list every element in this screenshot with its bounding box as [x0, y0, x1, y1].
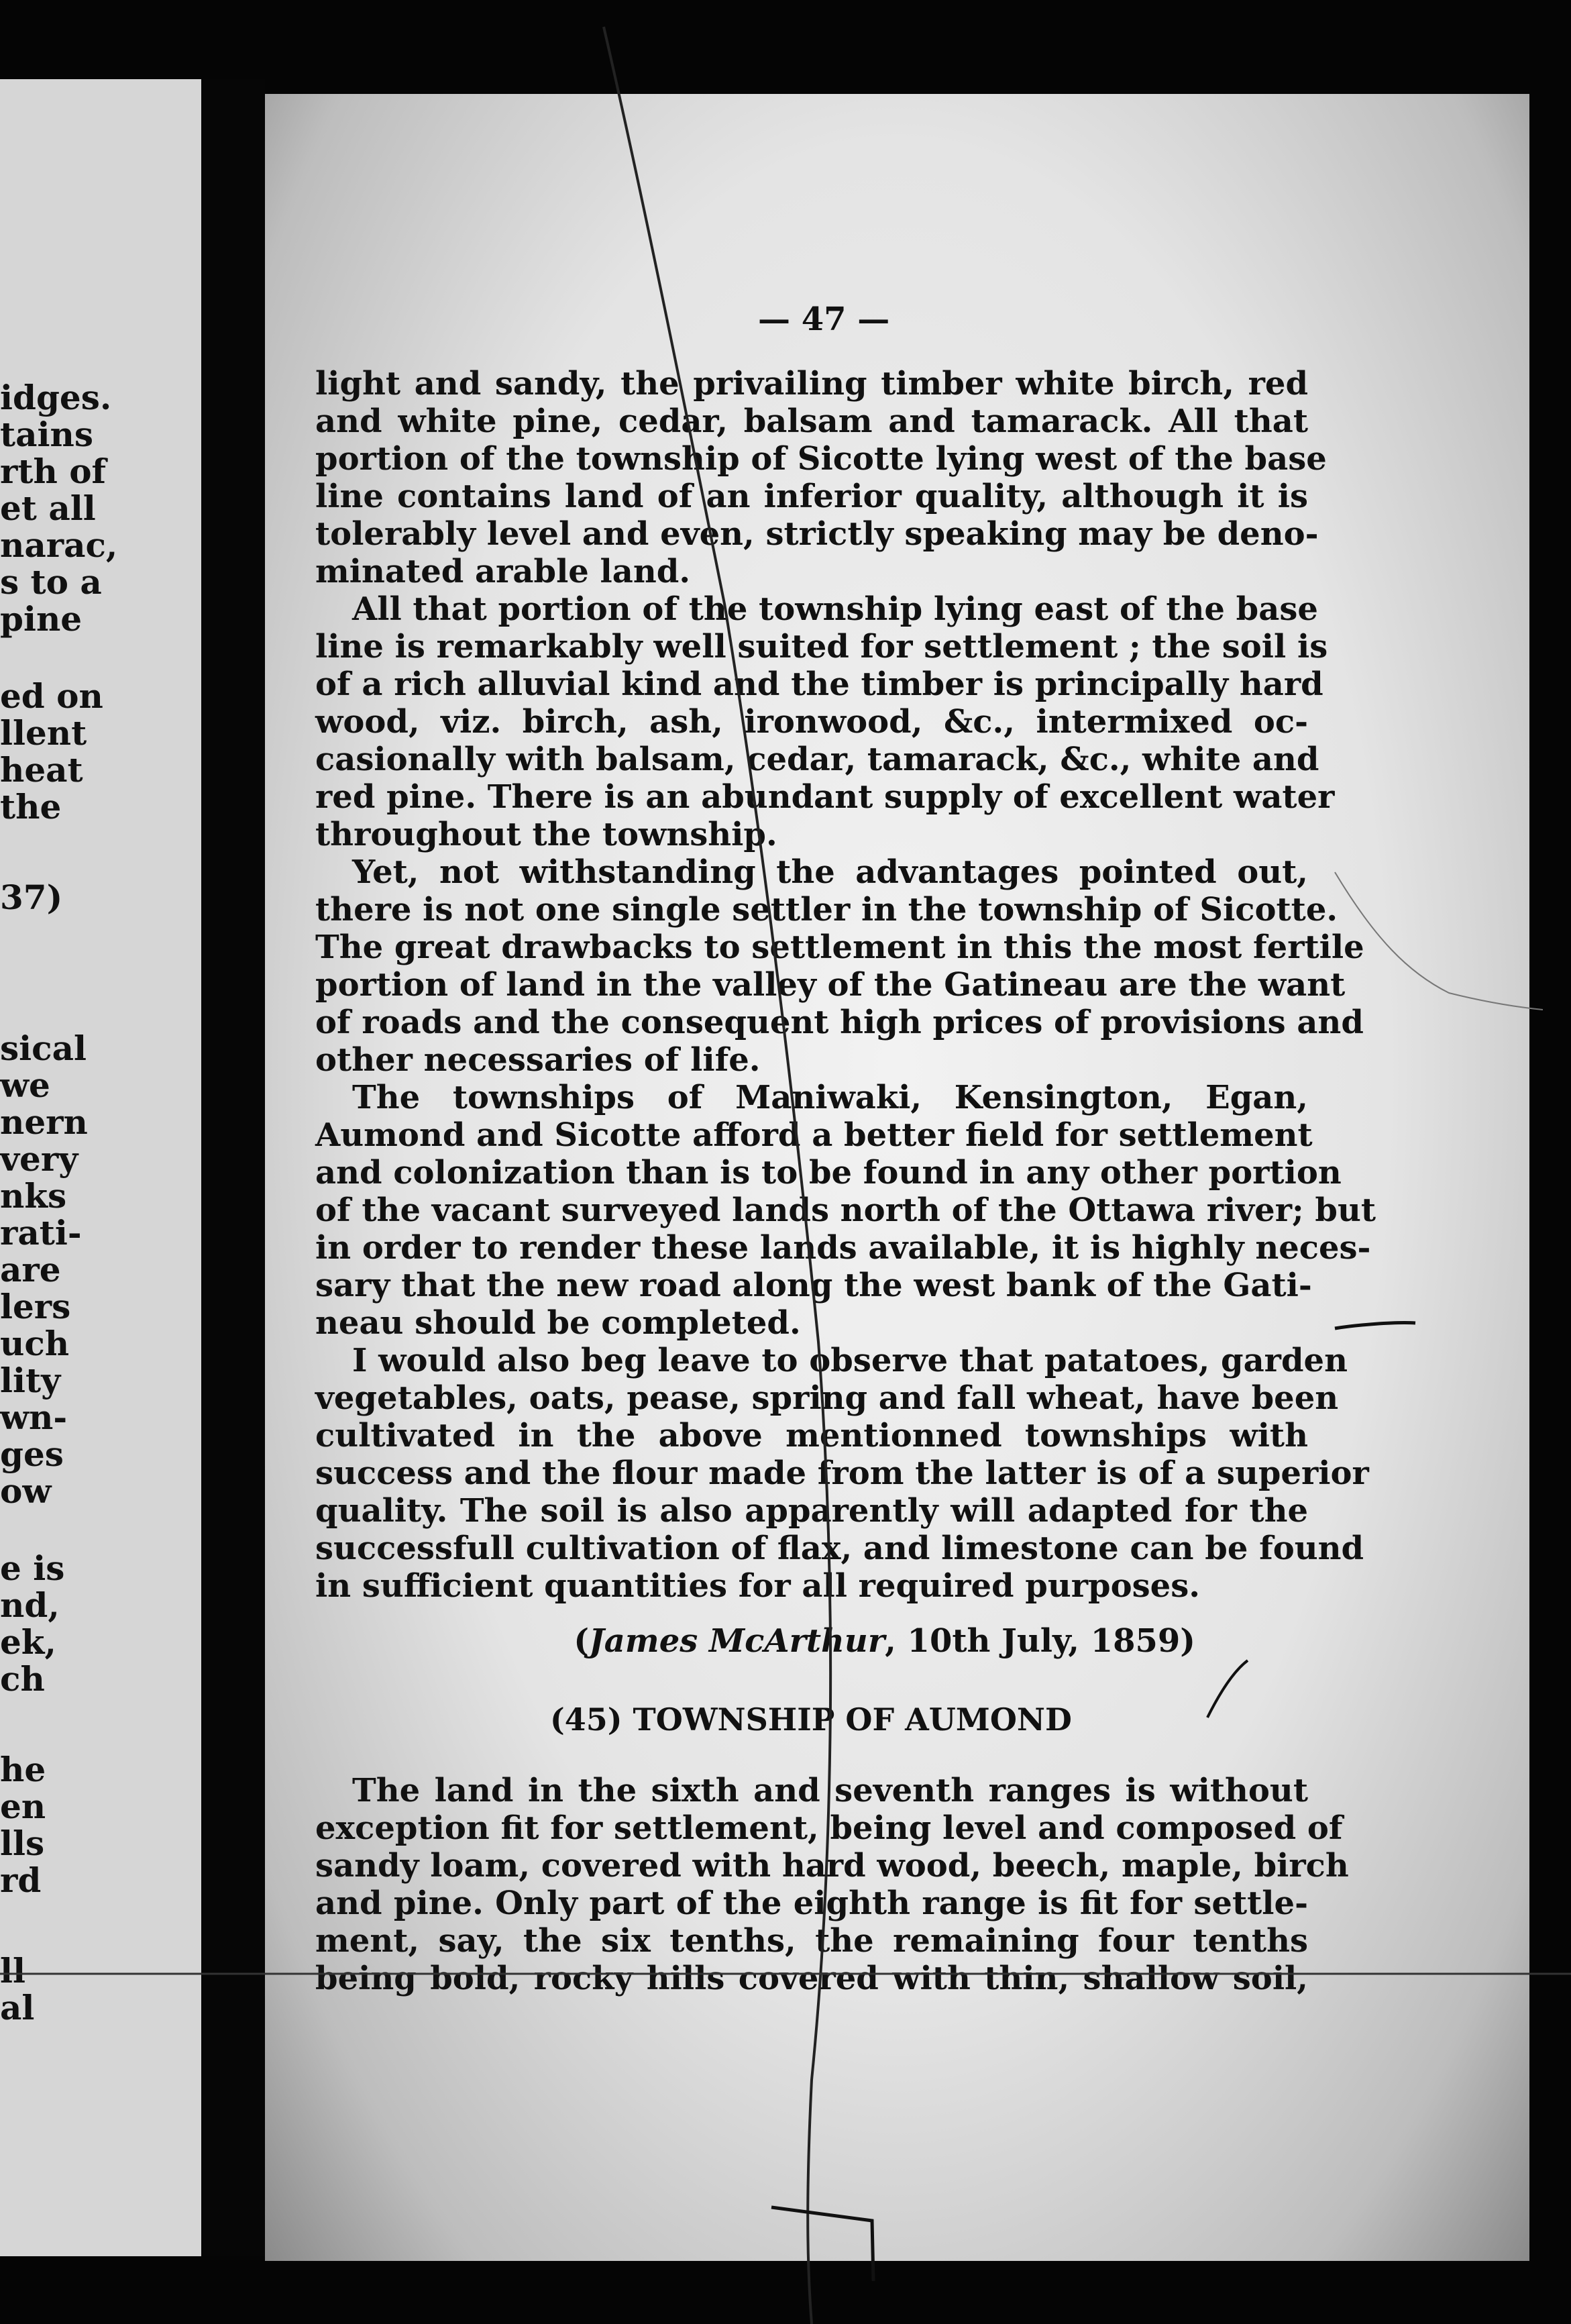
text-line: I would also beg leave to observe that patatoes, garden: [352, 1342, 1348, 1379]
text-line: throughout the township.: [315, 816, 777, 853]
left-page-fragment: nd,: [0, 1585, 60, 1625]
signature-name: James McArthur: [589, 1622, 885, 1660]
text-line: tolerably level and even, strictly speaking may be deno-: [315, 515, 1319, 553]
left-page-fragment: rth of: [0, 452, 107, 491]
text-line: portion of land in the valley of the Gatineau are the want: [315, 966, 1346, 1004]
left-page-fragment: ges: [0, 1434, 64, 1474]
left-page-fragment: tains: [0, 415, 93, 454]
left-page-fragment: rati-: [0, 1213, 82, 1253]
text-line: there is not one single settler in the township of Sicotte.: [315, 891, 1338, 929]
left-page-fragment: pine: [0, 599, 83, 639]
signature-line: [574, 1622, 1195, 1660]
text-line: in sufficient quantities for all required purposes.: [315, 1567, 1200, 1605]
left-page-fragment: he: [0, 1750, 46, 1789]
text-line: sandy loam, covered with hard wood, beech, maple, birch: [315, 1847, 1349, 1885]
text-line: All that portion of the township lying east of the base: [352, 590, 1318, 628]
left-page-fragment: ch: [0, 1659, 45, 1699]
text-line: Aumond and Sicotte afford a better field for settlement: [315, 1116, 1313, 1154]
left-page-fragment: lity: [0, 1361, 61, 1400]
left-page-fragment: ow: [0, 1471, 52, 1511]
left-page-fragment: et all: [0, 488, 96, 528]
text-line: sary that the new road along the west bank of the Gati-: [315, 1267, 1312, 1304]
page-number: — 47 —: [758, 301, 890, 338]
text-line: The land in the sixth and seventh ranges is without: [352, 1772, 1308, 1809]
left-page-fragment: lers: [0, 1287, 71, 1326]
left-page-fragment: wn-: [0, 1397, 68, 1437]
left-page-fragment: nks: [0, 1176, 67, 1216]
left-page-fragment: ek,: [0, 1622, 56, 1662]
left-facing-page: [0, 79, 201, 2256]
left-page-fragment: idges.: [0, 378, 112, 417]
left-page-fragment: llent: [0, 713, 87, 753]
text-line: red pine. There is an abundant supply of excellent water: [315, 778, 1335, 816]
left-page-fragment: sical: [0, 1028, 87, 1068]
left-page-fragment: are: [0, 1250, 61, 1289]
left-page-fragment: s to a: [0, 562, 102, 602]
text-line: other necessaries of life.: [315, 1041, 761, 1079]
left-page-fragment: nern: [0, 1102, 88, 1142]
left-page-fragment: heat: [0, 750, 83, 790]
text-line: neau should be completed.: [315, 1304, 801, 1342]
left-page-fragment: uch: [0, 1324, 70, 1363]
signature-open: (: [574, 1622, 590, 1660]
text-line: The townships of Maniwaki, Kensington, Egan,: [352, 1079, 1308, 1116]
book-gutter: [201, 79, 265, 2256]
left-page-fragment: very: [0, 1139, 78, 1179]
text-line: minated arable land.: [315, 553, 691, 590]
text-line: vegetables, oats, pease, spring and fall wheat, have been: [315, 1379, 1339, 1417]
left-page-fragment: we: [0, 1065, 50, 1105]
text-line: and pine. Only part of the eighth range is fit for settle-: [315, 1885, 1308, 1922]
text-line: line is remarkably well suited for settlement ; the soil is: [315, 628, 1328, 666]
left-page-fragment: rd: [0, 1860, 42, 1900]
left-page-fragment: al: [0, 1988, 35, 2027]
text-line: casionally with balsam, cedar, tamarack, &c., white and: [315, 741, 1319, 778]
text-line: in order to render these lands available, it is highly neces-: [315, 1229, 1371, 1267]
text-line: quality. The soil is also apparently will adapted for the: [315, 1492, 1308, 1530]
text-line: ment, say, the six tenths, the remaining four tenths: [315, 1922, 1308, 1960]
text-line: of roads and the consequent high prices of provisions and: [315, 1004, 1364, 1041]
text-line: of a rich alluvial kind and the timber is principally hard: [315, 666, 1323, 703]
text-line: of the vacant surveyed lands north of the Ottawa river; but: [315, 1192, 1376, 1229]
text-line: line contains land of an inferior quality, although it is: [315, 478, 1308, 515]
text-line: being bold, rocky hills covered with thin, shallow soil,: [315, 1960, 1308, 1997]
left-page-fragment: e is: [0, 1548, 65, 1588]
left-page-fragment: 37): [0, 878, 63, 917]
text-line: successfull cultivation of flax, and limestone can be found: [315, 1530, 1364, 1567]
text-line: The great drawbacks to settlement in this the most fertile: [315, 929, 1364, 966]
left-page-fragment: narac,: [0, 525, 118, 565]
text-line: portion of the township of Sicotte lying west of the base: [315, 440, 1327, 478]
left-page-fragment: en: [0, 1787, 46, 1826]
left-page-fragment: ed on: [0, 676, 103, 716]
text-line: cultivated in the above mentionned townships with: [315, 1417, 1308, 1455]
left-page-fragment: lls: [0, 1824, 45, 1863]
text-line: wood, viz. birch, ash, ironwood, &c., intermixed oc-: [315, 703, 1308, 741]
section-heading: (45) TOWNSHIP OF AUMOND: [550, 1701, 1072, 1738]
text-line: and colonization than is to be found in any other portion: [315, 1154, 1342, 1192]
left-page-fragment: the: [0, 787, 62, 827]
signature-date: , 10th July, 1859): [885, 1622, 1195, 1660]
text-line: exception fit for settlement, being level and composed of: [315, 1809, 1343, 1847]
text-line: Yet, not withstanding the advantages pointed out,: [352, 853, 1308, 891]
text-line: light and sandy, the privailing timber white birch, red: [315, 365, 1308, 403]
text-line: and white pine, cedar, balsam and tamarack. All that: [315, 403, 1308, 440]
text-line: success and the flour made from the latter is of a superior: [315, 1455, 1369, 1492]
left-page-fragment: ll: [0, 1951, 25, 1991]
